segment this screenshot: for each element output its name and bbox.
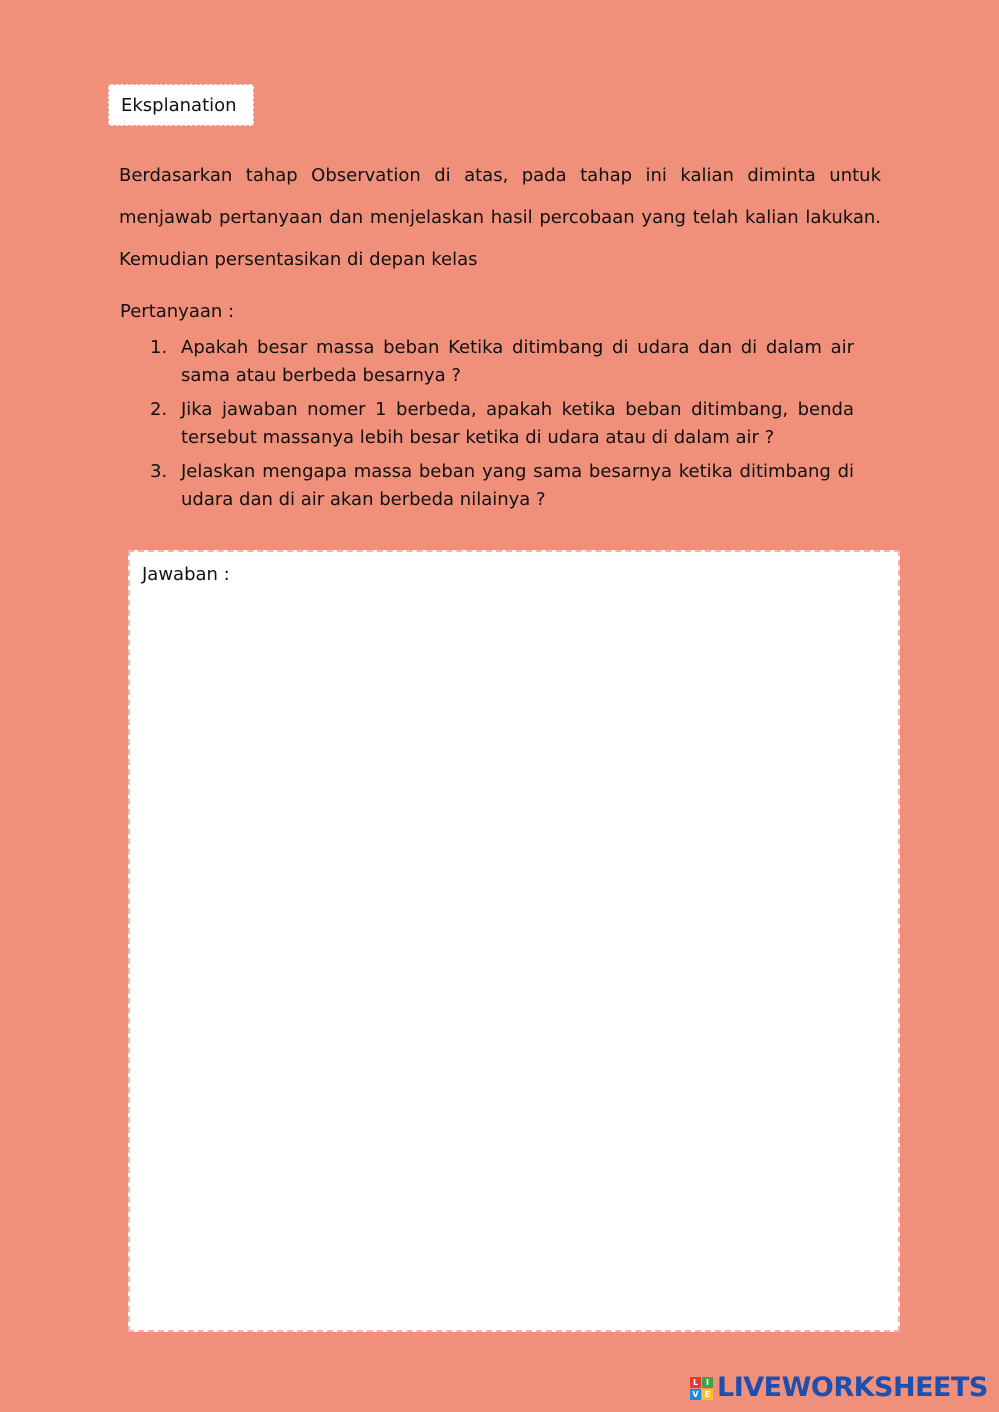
liveworksheets-brand xyxy=(690,1372,988,1404)
intro-paragraph: Berdasarkan tahap Observation di atas, pada tahap ini kalian diminta untuk menjawab pertanyaan dan menjelaskan hasil percobaan yang telah kalian lakukan. Kemudian persentasikan di depan kelas xyxy=(119,165,881,270)
question-number: 3. xyxy=(150,461,168,482)
question-text: Jika jawaban nomer 1 berbeda, apakah ketika beban ditimbang, benda tersebut massanya lebih besar ketika di udara atau di dalam air ? xyxy=(181,399,854,448)
question-number: 1. xyxy=(150,337,168,358)
question-item xyxy=(150,334,854,390)
section-label-text: Eksplanation xyxy=(121,95,237,116)
liveworksheets-logo-icon xyxy=(690,1377,713,1400)
question-item xyxy=(150,396,854,452)
questions-heading: Pertanyaan : xyxy=(120,301,235,322)
questions-list xyxy=(150,334,854,520)
logo-letter-l: L xyxy=(690,1377,701,1388)
answer-label: Jawaban : xyxy=(142,564,230,585)
question-item xyxy=(150,458,854,514)
section-label xyxy=(108,84,254,126)
answer-box xyxy=(128,550,900,1332)
question-text: Jelaskan mengapa massa beban yang sama besarnya ketika ditimbang di udara dan di air akan berbeda nilainya ? xyxy=(181,461,854,510)
logo-letter-i: I xyxy=(702,1377,713,1388)
logo-letter-v: V xyxy=(690,1389,701,1400)
question-number: 2. xyxy=(150,399,168,420)
brand-name: LIVEWORKSHEETS xyxy=(717,1372,988,1403)
logo-letter-e: E xyxy=(702,1389,713,1400)
answer-textarea[interactable] xyxy=(142,596,886,1318)
question-text: Apakah besar massa beban Ketika ditimbang di udara dan di dalam air sama atau berbeda besarnya ? xyxy=(181,337,854,386)
